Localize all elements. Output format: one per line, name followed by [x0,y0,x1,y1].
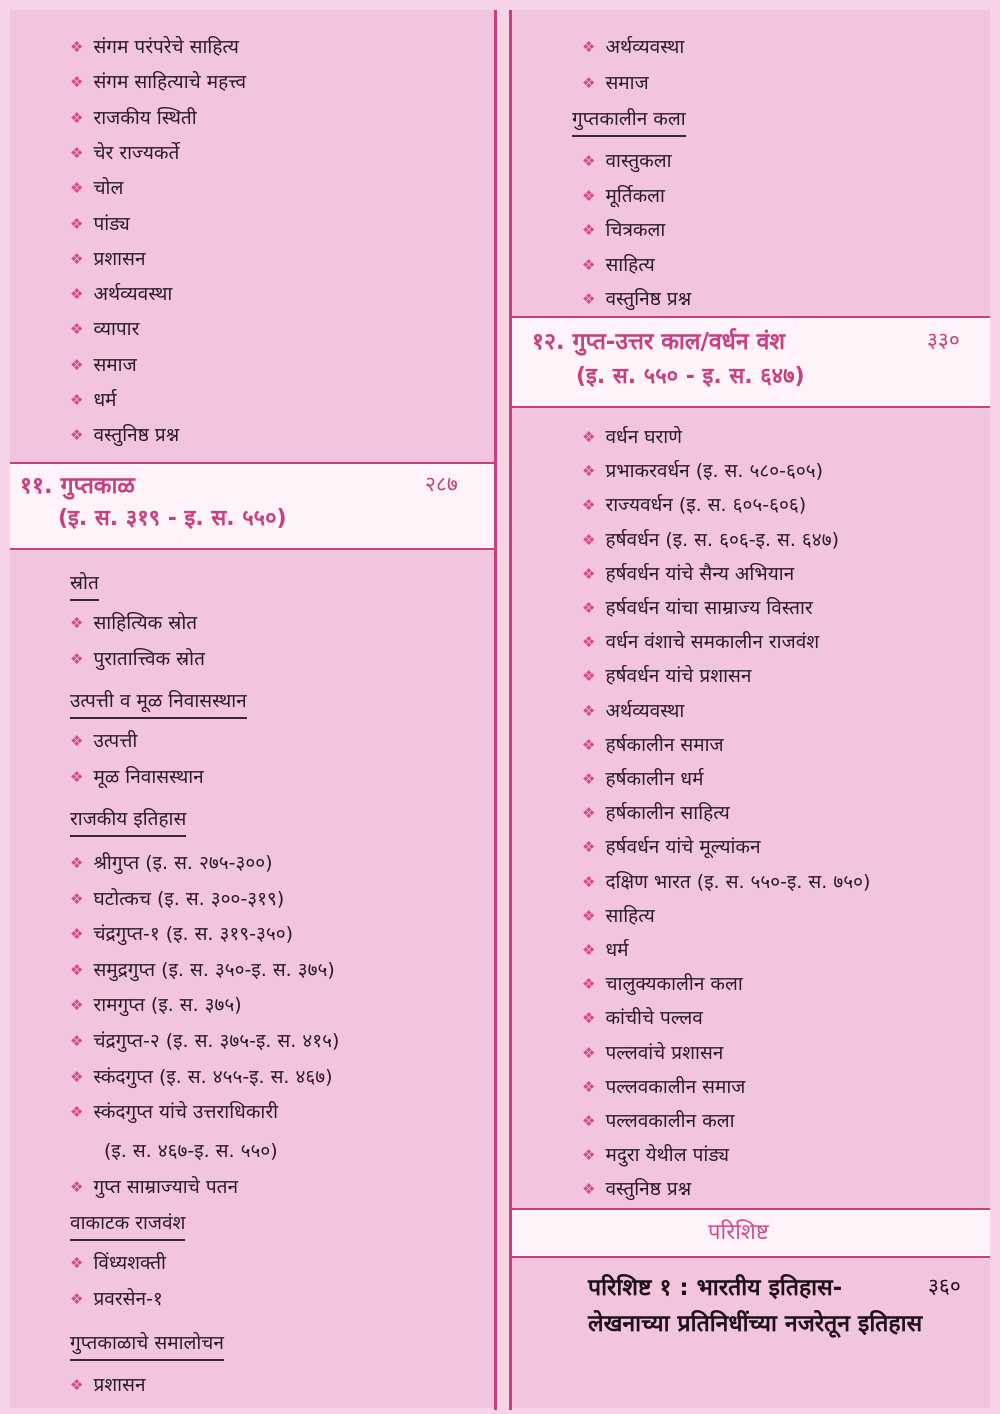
list-item[interactable] [582,1040,723,1066]
list-item-label: राजकीय स्थिती [93,106,197,129]
diamond-bullet-icon: ❖ [70,355,84,374]
list-item[interactable] [70,175,123,201]
diamond-bullet-icon: ❖ [582,941,596,959]
list-item-label: प्रवरसेन-१ [93,1288,163,1310]
diamond-bullet-icon: ❖ [582,1043,596,1062]
list-item-label: पल्लवकालीन समाज [605,1075,746,1098]
diamond-bullet-icon: ❖ [582,74,596,92]
list-item[interactable] [582,148,672,174]
appendix-line-2: लेखनाच्या प्रतिनिधींच्या नजरेतून इतिहास [588,1311,923,1337]
list-item[interactable] [582,527,839,553]
diamond-bullet-icon: ❖ [70,1254,84,1272]
list-item-label: चंद्रगुप्त-१ (इ. स. ३१९-३५०) [93,923,294,946]
list-item[interactable] [582,834,761,860]
list-item[interactable] [70,1372,146,1398]
list-item[interactable] [582,286,691,312]
diamond-bullet-icon: ❖ [70,996,84,1015]
list-item[interactable] [70,921,293,947]
diamond-bullet-icon: ❖ [70,38,84,56]
list-item[interactable] [582,1074,745,1100]
list-item-label: प्रशासन [93,247,146,270]
diamond-bullet-icon: ❖ [582,255,596,274]
list-item[interactable] [70,105,197,131]
diamond-bullet-icon: ❖ [582,1009,596,1028]
list-item-label: वर्धन वंशाचे समकालीन राजवंश [605,631,820,654]
list-item-label: चंद्रगुप्त-२ (इ. स. ३७५-इ. स. ४१५) [93,1030,340,1052]
diamond-bullet-icon: ❖ [582,290,596,308]
list-item[interactable] [582,1005,703,1031]
list-item[interactable] [582,663,751,689]
list-item[interactable] [70,281,172,307]
appendix-heading: परिशिष्ट [708,1220,769,1245]
list-item[interactable] [582,800,730,826]
diamond-bullet-icon: ❖ [70,768,84,786]
diamond-bullet-icon: ❖ [582,1077,596,1096]
diamond-bullet-icon: ❖ [70,391,84,409]
list-item[interactable] [582,1176,691,1202]
list-item[interactable] [70,1174,238,1200]
list-item-label: हर्षवर्धन यांचा साम्राज्य विस्तार [605,597,813,619]
list-item[interactable] [582,1108,735,1134]
diamond-bullet-icon: ❖ [70,854,84,872]
list-item[interactable] [70,728,137,754]
list-item-label: रामगुप्त (इ. स. ३७५) [93,994,242,1017]
list-item-label: चालुक्यकालीन कला [605,973,743,996]
list-item[interactable] [582,698,684,724]
list-item[interactable] [582,458,823,484]
diamond-bullet-icon: ❖ [582,701,596,720]
list-item-label: हर्षवर्धन यांचे मूल्यांकन [605,836,761,859]
list-item[interactable] [582,70,649,96]
diamond-bullet-icon: ❖ [70,1103,84,1122]
list-item[interactable] [70,422,179,448]
section-heading-sources: स्रोत [70,570,99,601]
list-item-label: वस्तुनिष्ठ प्रश्न [93,424,180,447]
list-item-label: धर्म [93,389,117,411]
list-item-label: अर्थव्यवस्था [93,283,173,306]
list-item[interactable] [70,34,239,60]
list-item[interactable] [582,34,684,60]
diamond-bullet-icon: ❖ [70,179,84,198]
diamond-bullet-icon: ❖ [70,143,84,162]
chapter-12-title[interactable]: १२. गुप्त-उत्तर काल/वर्धन वंश [532,329,786,355]
diamond-bullet-icon: ❖ [582,667,596,686]
chapter-12-page: ३३० [927,328,960,352]
list-item-label: उत्पत्ती [93,730,138,752]
diamond-bullet-icon: ❖ [70,1032,84,1050]
diamond-bullet-icon: ❖ [582,735,596,754]
list-item-label: चेर राज्यकर्ते [93,141,180,164]
section-heading-vakataka: वाकाटक राजवंश [70,1210,185,1241]
list-item[interactable] [582,766,703,792]
list-item-label: दक्षिण भारत (इ. स. ५५०-इ. स. ७५०) [605,870,871,893]
list-item[interactable] [70,69,246,95]
list-item-label: स्कंदगुप्त यांचे उत्तराधिकारी [93,1101,279,1124]
list-item[interactable] [582,869,870,895]
diamond-bullet-icon: ❖ [70,249,84,268]
list-item-label: संगम परंपरेचे साहित्य [93,36,239,58]
diamond-bullet-icon: ❖ [582,838,596,857]
list-item[interactable] [70,246,146,272]
list-item-label: वास्तुकला [605,150,672,172]
list-item-label: प्रशासन [93,1374,146,1396]
section-heading-origin: उत्पत्ती व मूळ निवासस्थान [70,688,247,719]
diamond-bullet-icon: ❖ [582,462,596,481]
list-item[interactable] [582,217,665,243]
list-item-label: चोल [93,177,124,200]
list-item[interactable] [70,1028,339,1054]
diamond-bullet-icon: ❖ [582,599,596,617]
diamond-bullet-icon: ❖ [582,221,596,239]
list-item-label: धर्म [605,939,629,961]
list-item[interactable] [70,850,273,876]
list-item[interactable] [70,387,117,413]
list-item-label: हर्षवर्धन यांचे प्रशासन [605,665,752,688]
list-item-label: मूळ निवासस्थान [93,766,204,788]
list-item-label: वस्तुनिष्ठ प्रश्न [605,288,692,310]
list-item-label: मदुरा येथील पांड्य [605,1144,730,1167]
section-heading-political: राजकीय इतिहास [70,806,186,837]
list-item-label: हर्षवर्धन यांचे सैन्य अभियान [605,562,795,585]
chapter-11-dates: (इ. स. ३१९ - इ. स. ५५०) [58,506,287,531]
diamond-bullet-icon: ❖ [582,1146,596,1165]
chapter-11-title[interactable]: ११. गुप्तकाळ [20,473,135,499]
diamond-bullet-icon: ❖ [582,804,596,823]
list-item-label: व्यापार [93,318,140,341]
diamond-bullet-icon: ❖ [70,960,84,979]
list-item-label: राज्यवर्धन (इ. स. ६०५-६०६) [605,494,807,517]
diamond-bullet-icon: ❖ [582,770,596,788]
diamond-bullet-icon: ❖ [70,650,84,668]
list-item[interactable] [70,211,130,237]
diamond-bullet-icon: ❖ [70,1178,84,1196]
list-item[interactable] [70,957,335,983]
diamond-bullet-icon: ❖ [582,564,596,583]
list-item-label: विंध्यशक्ती [93,1252,166,1274]
appendix-line-1[interactable]: परिशिष्ट १ : भारतीय इतिहास- [588,1275,843,1301]
list-item[interactable] [70,140,179,166]
list-item-label: हर्षकालीन धर्म [605,768,704,790]
list-item[interactable] [582,595,813,621]
list-item-label: पल्लवांचे प्रशासन [605,1041,724,1064]
list-item[interactable] [70,646,205,672]
list-item-label: संगम साहित्याचे महत्त्व [93,71,247,94]
list-item-label: साहित्य [605,904,655,927]
diamond-bullet-icon: ❖ [70,285,84,304]
section-heading-review: गुप्तकाळाचे समालोचन [70,1330,224,1361]
diamond-bullet-icon: ❖ [70,320,84,339]
list-item-label: प्रभाकरवर्धन (इ. स. ५८०-६०५) [605,460,824,483]
list-item[interactable] [70,1250,166,1276]
list-item-label: गुप्त साम्राज्याचे पतन [93,1176,239,1198]
diamond-bullet-icon: ❖ [582,1112,596,1130]
diamond-bullet-icon: ❖ [70,1067,84,1086]
list-item-label: पांड्य [93,212,130,235]
list-item[interactable] [582,732,724,758]
list-item[interactable] [582,629,819,655]
list-item[interactable] [582,1142,729,1168]
diamond-bullet-icon: ❖ [70,925,84,944]
diamond-bullet-icon: ❖ [582,633,596,652]
list-item[interactable] [70,1286,163,1312]
list-item[interactable] [582,937,629,963]
diamond-bullet-icon: ❖ [582,152,596,170]
diamond-bullet-icon: ❖ [70,108,84,127]
list-item-label: स्कंदगुप्त (इ. स. ४५५-इ. स. ४६७) [93,1065,333,1088]
list-item-label: अर्थव्यवस्था [605,36,685,58]
section-heading-art: गुप्तकालीन कला [572,106,686,137]
diamond-bullet-icon: ❖ [582,186,596,205]
list-item[interactable] [70,764,204,790]
list-item-label: समाज [93,353,137,376]
list-item[interactable] [70,316,139,342]
diamond-bullet-icon: ❖ [70,1290,84,1308]
list-item-label: पुरातात्त्विक स्रोत [93,648,205,670]
list-item-label: श्रीगुप्त (इ. स. २७५-३००) [93,852,273,874]
diamond-bullet-icon: ❖ [582,872,596,891]
diamond-bullet-icon: ❖ [582,906,596,925]
appendix-page: ३६० [928,1274,961,1298]
list-item-label: वर्धन घराणे [605,426,682,448]
list-item[interactable] [70,1099,278,1125]
list-item-label: वस्तुनिष्ठ प्रश्न [605,1178,692,1201]
list-item[interactable] [582,424,682,450]
diamond-bullet-icon: ❖ [70,73,84,92]
list-item[interactable] [582,492,806,518]
chapter-12-dates: (इ. स. ५५० - इ. स. ६४७) [576,364,805,389]
list-item[interactable] [582,561,794,587]
list-item[interactable] [582,971,743,997]
diamond-bullet-icon: ❖ [70,732,84,750]
list-item-label: हर्षकालीन साहित्य [605,802,730,825]
diamond-bullet-icon: ❖ [582,1180,596,1199]
list-item-label: चित्रकला [605,219,666,241]
list-item-label: मूर्तिकला [605,184,665,207]
list-item-label: अर्थव्यवस्था [605,699,685,722]
list-item[interactable] [70,610,197,636]
diamond-bullet-icon: ❖ [582,530,596,549]
list-item[interactable] [582,183,665,209]
political-continuation: (इ. स. ४६७-इ. स. ५५०) [104,1140,278,1162]
list-item[interactable] [70,352,137,378]
diamond-bullet-icon: ❖ [70,426,84,445]
list-item-label: हर्षवर्धन (इ. स. ६०६-इ. स. ६४७) [605,528,839,551]
list-item-label: पल्लवकालीन कला [605,1110,735,1132]
diamond-bullet-icon: ❖ [70,614,84,632]
list-item-label: साहित्य [605,253,655,276]
diamond-bullet-icon: ❖ [582,496,596,515]
list-item[interactable] [582,252,655,278]
list-item-label: हर्षकालीन समाज [605,733,724,756]
diamond-bullet-icon: ❖ [582,38,596,56]
list-item[interactable] [70,992,242,1018]
diamond-bullet-icon: ❖ [582,428,596,446]
list-item[interactable] [70,886,284,912]
diamond-bullet-icon: ❖ [70,889,84,908]
list-item-label: समुद्रगुप्त (इ. स. ३५०-इ. स. ३७५) [93,958,335,981]
chapter-11-page: २८७ [425,472,458,496]
column-divider [494,10,512,1410]
list-item-label: घटोत्कच (इ. स. ३००-३१९) [93,887,285,910]
diamond-bullet-icon: ❖ [70,1376,84,1394]
list-item-label: समाज [605,72,649,94]
list-item[interactable] [70,1064,333,1090]
diamond-bullet-icon: ❖ [70,214,84,233]
list-item[interactable] [582,903,655,929]
diamond-bullet-icon: ❖ [582,975,596,994]
list-item-label: साहित्यिक स्रोत [93,612,198,634]
list-item-label: कांचीचे पल्लव [605,1007,703,1030]
